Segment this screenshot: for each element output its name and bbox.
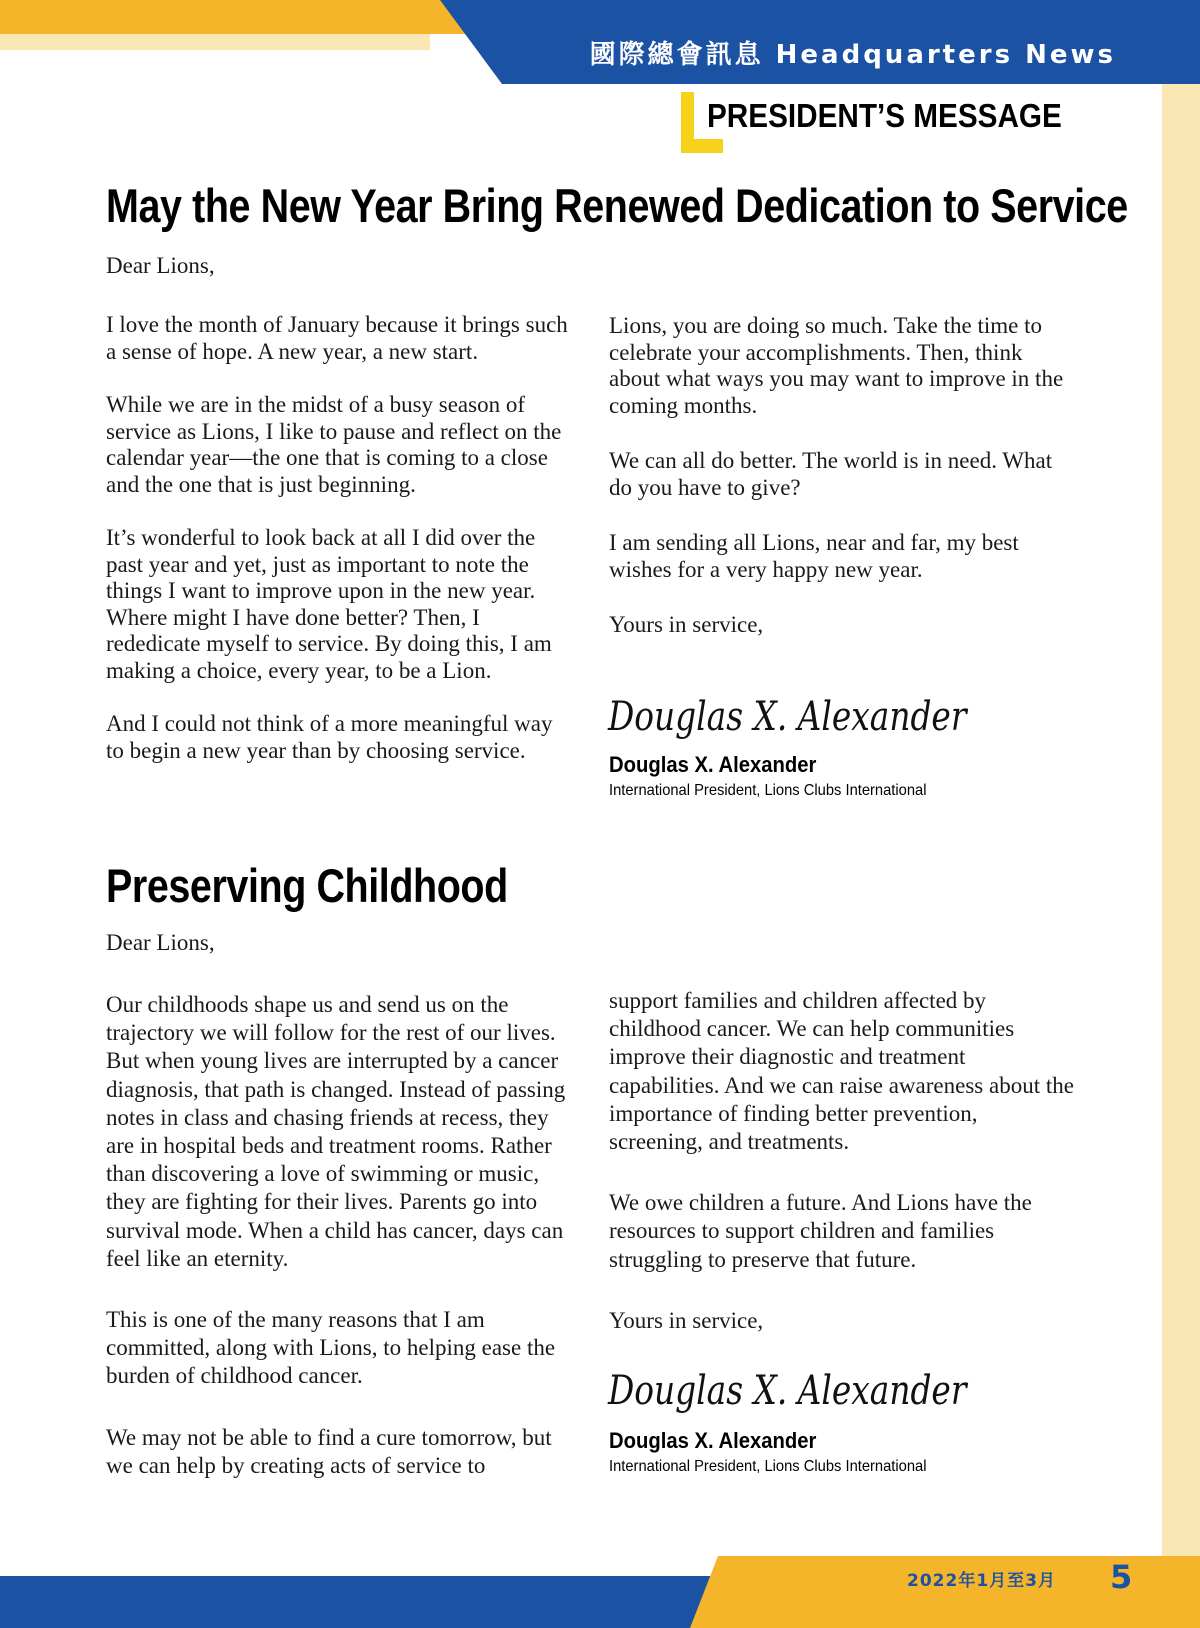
article2-closing: Yours in service, — [609, 1307, 764, 1333]
article2-right-column — [609, 987, 1077, 1335]
section-tag: PRESIDENT’S MESSAGE — [707, 97, 1062, 134]
article2-paragraph: This is one of the many reasons that I am committed, along with Lions, to helping ease the burden of childhood cancer. — [106, 1307, 556, 1389]
side-strip — [1162, 84, 1200, 1560]
article1-paragraph: It’s wonderful to look back at all I did over the past year and yet, just as important to note the things I want to improve upon in the new year. Where might I have done better? Then, I rededicate myself to service. By doing this, I am making a choice, every year, to be a Lion. — [106, 525, 552, 683]
article2-paragraph: We owe children a future. And Lions have the resources to support children and families struggling to preserve that future. — [609, 1190, 1032, 1272]
header-cream-band — [0, 34, 430, 50]
signer-name: Douglas X. Alexander — [609, 752, 817, 777]
article2-left-column — [106, 991, 574, 1480]
signature-script: Douglas X. Alexander — [608, 694, 967, 740]
article1-right-column — [609, 313, 1077, 639]
signer-name: Douglas X. Alexander — [609, 1428, 817, 1453]
signer-title: International President, Lions Clubs International — [609, 782, 927, 799]
signature-script: Douglas X. Alexander — [608, 1368, 967, 1414]
article1-salutation: Dear Lions, — [106, 253, 215, 278]
section-tag-marker-foot — [681, 139, 723, 153]
article1-paragraph: I love the month of January because it brings such a sense of hope. A new year, a new start. — [106, 312, 568, 364]
article2-salutation: Dear Lions, — [106, 930, 215, 955]
article2-paragraph: support families and children affected by childhood cancer. We can help communities improve their diagnostic and treatment capabilities. And we can raise awareness about the importance of finding better prevention, screening, and treatments. — [609, 988, 1074, 1155]
article2-paragraph: We may not be able to find a cure tomorrow, but we can help by creating acts of service to — [106, 1424, 552, 1478]
page-number: 5 — [1110, 1558, 1133, 1596]
article1-closing: Yours in service, — [609, 612, 764, 637]
issue-date: 2022年1月至3月 — [907, 1571, 1056, 1591]
article1-paragraph: While we are in the midst of a busy season of service as Lions, I like to pause and reflect on the calendar year—the one that is coming to a close and the one that is just beginning. — [106, 392, 562, 497]
article2-headline: Preserving Childhood — [106, 859, 508, 912]
article1-paragraph: And I could not think of a more meaningful way to begin a new year than by choosing service. — [106, 711, 553, 763]
article1-paragraph: Lions, you are doing so much. Take the time to celebrate your accomplishments. Then, think about what ways you may want to improve in the coming months. — [609, 313, 1064, 418]
article1-paragraph: We can all do better. The world is in need. What do you have to give? — [609, 448, 1053, 500]
article1-left-column — [106, 312, 574, 764]
article1-headline: May the New Year Bring Renewed Dedication to Service — [106, 179, 1128, 232]
signer-title: International President, Lions Clubs International — [609, 1458, 927, 1475]
header-yellow-band — [0, 0, 500, 34]
article1-paragraph: I am sending all Lions, near and far, my best wishes for a very happy new year. — [609, 530, 1019, 582]
header-title: 國際總會訊息 Headquarters News — [589, 40, 1116, 70]
article2-paragraph: Our childhoods shape us and send us on the trajectory we will follow for the rest of our lives. But when young lives are interrupted by a cancer diagnosis, that path is changed. Instead of passing notes in class and chasing friends at recess, they are in hospital beds and treatment rooms. Rather than discovering a love of swimming or music, they are fighting for their lives. Parents go into survival mode. When a child has cancer, days can feel like an eternity. — [106, 992, 566, 1271]
